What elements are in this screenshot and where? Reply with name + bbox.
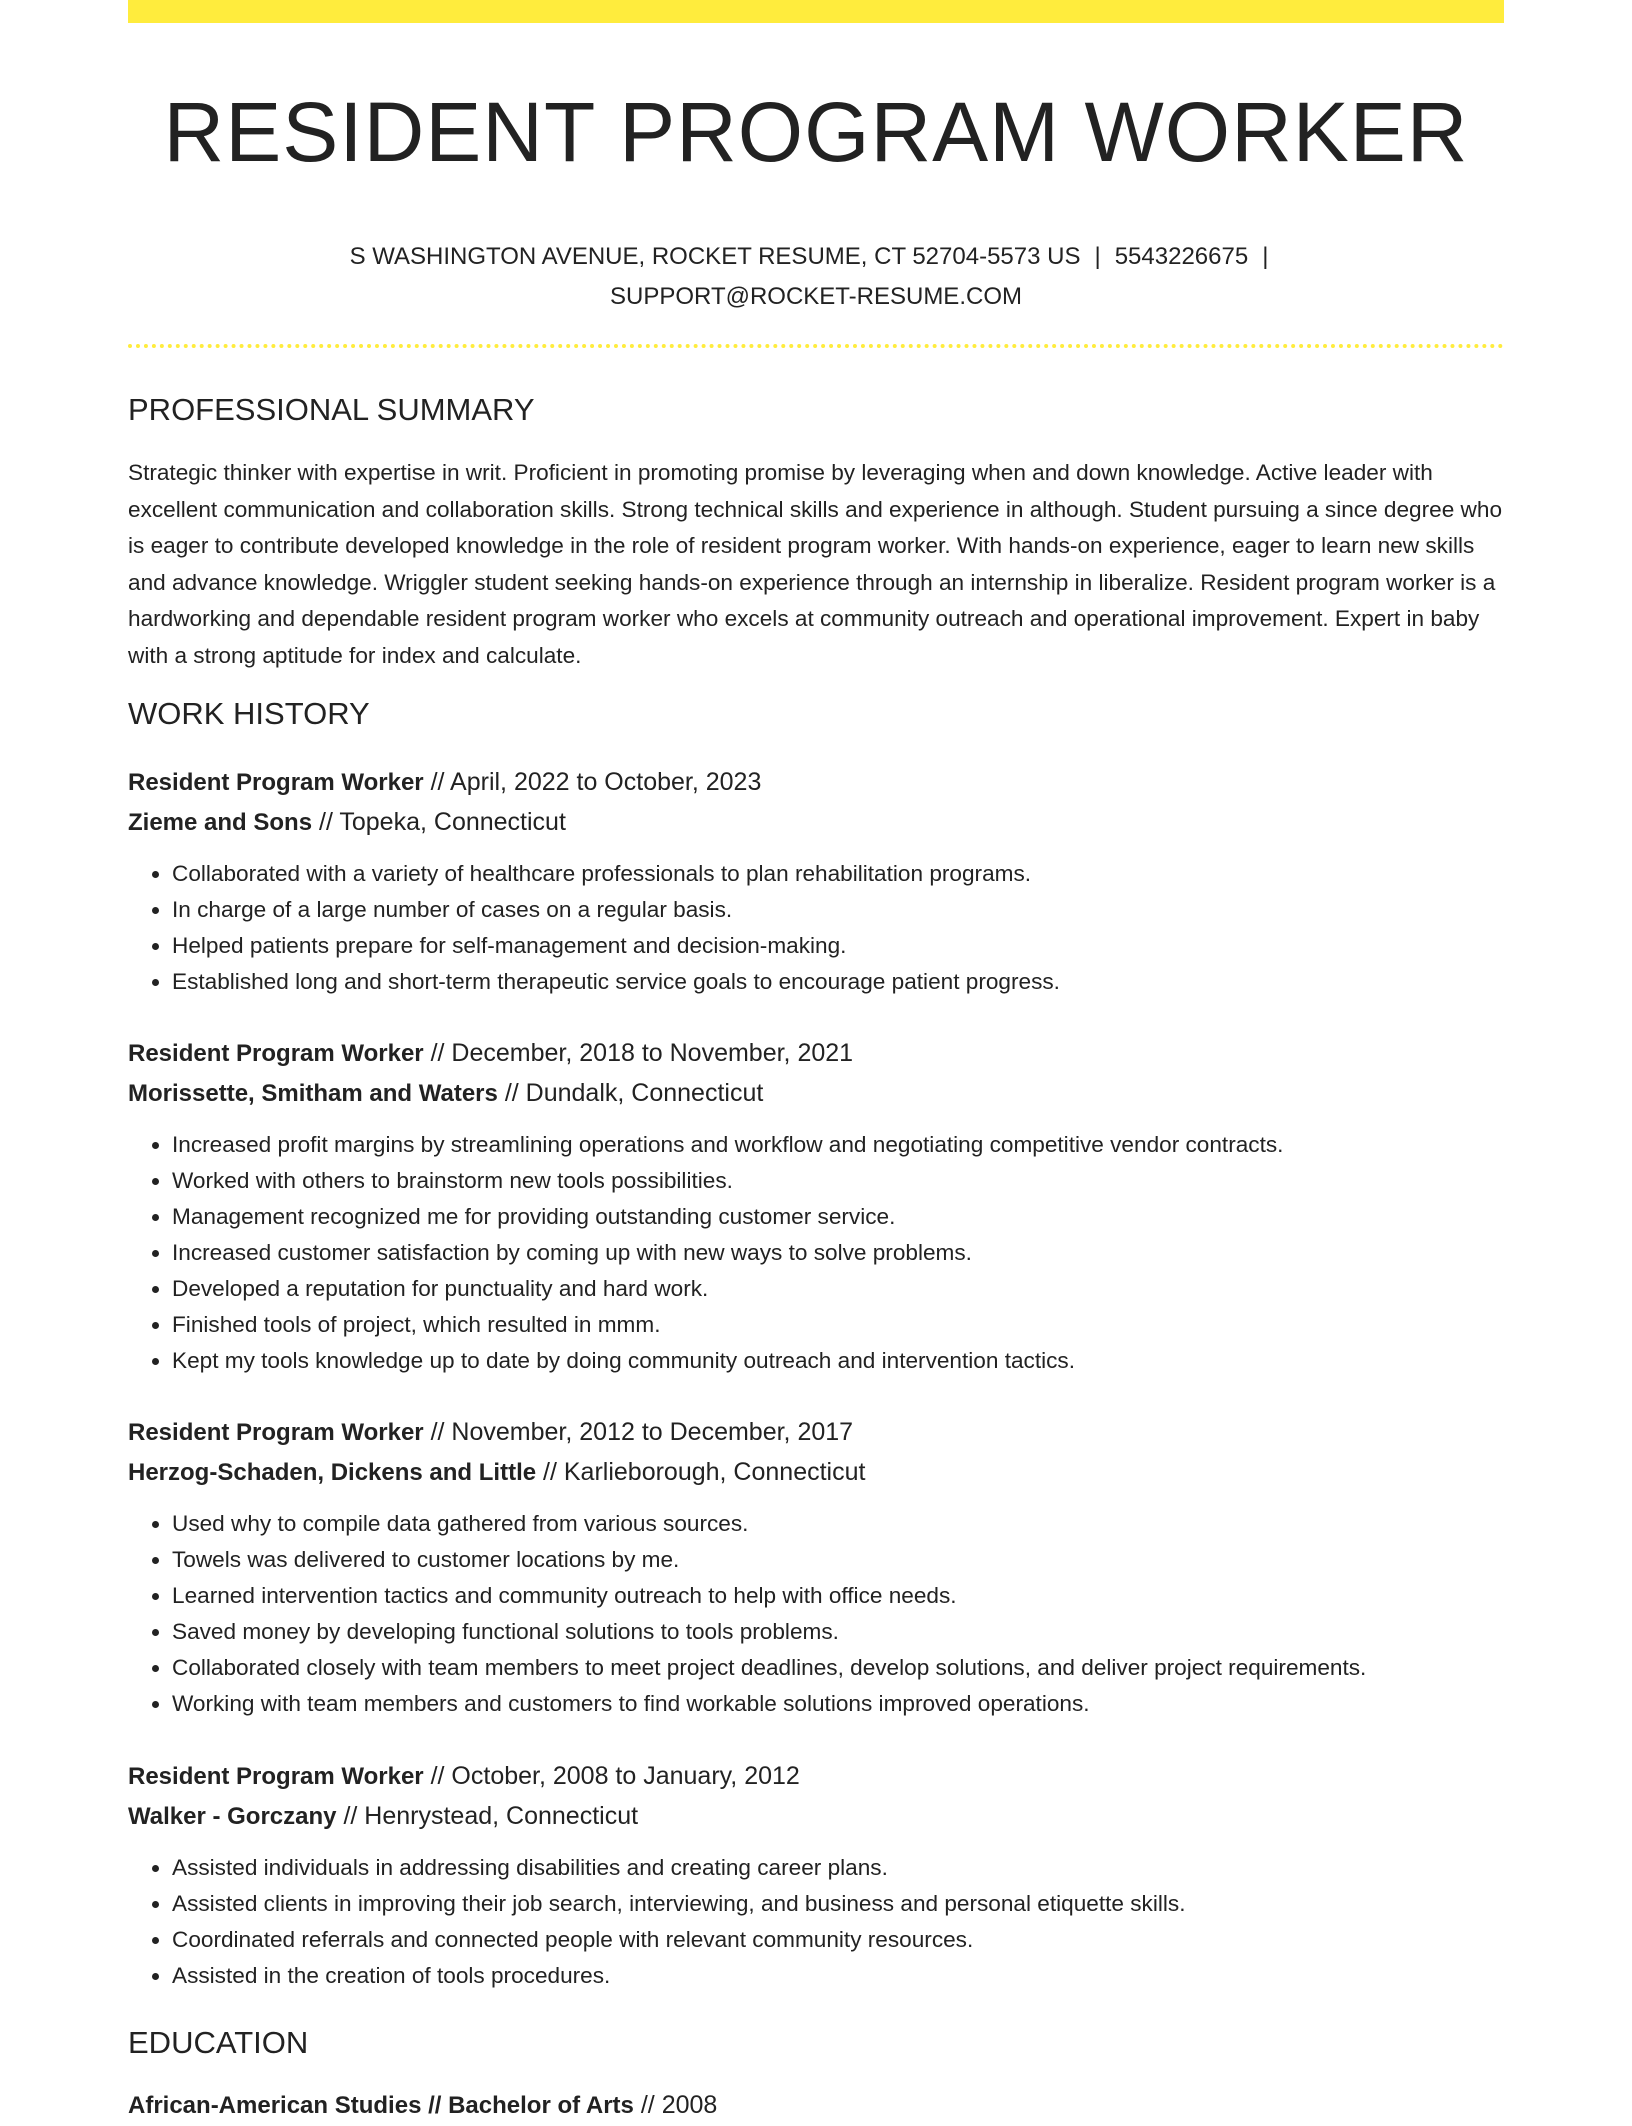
job-bullet: • Worked with others to brainstorm new tools possibilities. [172, 1163, 1504, 1199]
job-bullet: • Assisted in the creation of tools procedures. [172, 1958, 1504, 1994]
job-bullet: • Collaborated with a variety of healthcare professionals to plan rehabilitation programs. [172, 856, 1504, 892]
education-entry [128, 2086, 1504, 2126]
job-bullet: • Coordinated referrals and connected people with relevant community resources. [172, 1922, 1504, 1958]
job-role: Resident Program Worker [128, 769, 424, 796]
job-bullet: • Working with team members and customers to find workable solutions improved operations. [172, 1686, 1504, 1722]
job-company-line [128, 803, 1504, 843]
job-company-line [128, 1453, 1504, 1493]
job-entry [128, 1413, 1504, 1722]
job-company-line [128, 1074, 1504, 1114]
job-dates: // November, 2012 to December, 2017 [423, 1418, 854, 1446]
contact-address: S WASHINGTON AVENUE, ROCKET RESUME, CT 52704-5573 US [349, 243, 1081, 270]
job-role: Resident Program Worker [128, 1419, 424, 1446]
job-bullet: • Learned intervention tactics and community outreach to help with office needs. [172, 1578, 1504, 1614]
resume-name: RESIDENT PROGRAM WORKER [163, 85, 1469, 179]
job-bullet: • Assisted clients in improving their job search, interviewing, and business and personal etiquette skills. [172, 1886, 1504, 1922]
job-bullet: • Helped patients prepare for self-management and decision-making. [172, 928, 1504, 964]
job-bullet: • Management recognized me for providing outstanding customer service. [172, 1199, 1504, 1235]
job-bullet: • Finished tools of project, which resulted in mmm. [172, 1307, 1504, 1343]
education-heading: EDUCATION [128, 2025, 309, 2060]
job-company-line [128, 1797, 1504, 1837]
contact-phone: 5543226675 [1114, 243, 1249, 270]
job-bullet: • Saved money by developing functional solutions to tools problems. [172, 1614, 1504, 1650]
job-role: Resident Program Worker [128, 1763, 424, 1790]
job-bullet: • Increased customer satisfaction by coming up with new ways to solve problems. [172, 1235, 1504, 1271]
job-location: // Dundalk, Connecticut [497, 1078, 764, 1107]
job-dates: // October, 2008 to January, 2012 [423, 1762, 800, 1790]
job-location: // Topeka, Connecticut [312, 807, 566, 836]
work-history-heading: WORK HISTORY [128, 696, 370, 731]
job-bullets [128, 1506, 1504, 1722]
job-company: Herzog-Schaden, Dickens and Little [128, 1458, 537, 1486]
job-company: Zieme and Sons [128, 808, 313, 836]
job-title-line [128, 1757, 1504, 1797]
job-role: Resident Program Worker [128, 1040, 424, 1067]
job-company: Morissette, Smitham and Waters [128, 1079, 498, 1107]
job-entry [128, 1034, 1504, 1379]
job-title-line [128, 763, 1504, 803]
job-bullet: • Established long and short-term therapeutic service goals to encourage patient progress. [172, 964, 1504, 1000]
job-entry [128, 1757, 1504, 1994]
job-title-line [128, 1413, 1504, 1453]
job-bullet: • In charge of a large number of cases on a regular basis. [172, 892, 1504, 928]
contact-email: SUPPORT@ROCKET-RESUME.COM [610, 283, 1022, 310]
job-title-line [128, 1034, 1504, 1074]
contact-separator: | [1262, 243, 1269, 270]
job-bullets [128, 856, 1504, 1000]
job-bullets [128, 1850, 1504, 1994]
job-location: // Henrystead, Connecticut [336, 1801, 639, 1830]
job-bullet: • Collaborated closely with team members to meet project deadlines, develop solutions, and deliver project requirements. [172, 1650, 1504, 1686]
job-bullet: • Assisted individuals in addressing disabilities and creating career plans. [172, 1850, 1504, 1886]
education-degree: African-American Studies // Bachelor of Arts [128, 2092, 634, 2119]
education-line [128, 2086, 1504, 2126]
job-bullet: • Towels was delivered to customer locations by me. [172, 1542, 1504, 1578]
contact-separator: | [1094, 243, 1101, 270]
job-dates: // December, 2018 to November, 2021 [423, 1039, 854, 1067]
job-bullet: • Kept my tools knowledge up to date by doing community outreach and intervention tactics. [172, 1343, 1504, 1379]
dotted-divider [128, 344, 1504, 348]
job-location: // Karlieborough, Connecticut [536, 1457, 866, 1486]
job-dates: // April, 2022 to October, 2023 [423, 768, 762, 796]
job-entry [128, 763, 1504, 1000]
education-year: // 2008 [633, 2091, 718, 2119]
job-bullet: • Developed a reputation for punctuality and hard work. [172, 1271, 1504, 1307]
summary-text: Strategic thinker with expertise in writ. Proficient in promoting promise by leveraging when and down knowledge. Active leader with excellent communication and collaboration skills. Strong technical skills and experience in although. Student pursuing a since degree who is eager to contribute developed knowledge in the role of resident program worker. With hands-on experience, eager to learn new skills and advance knowledge. Wriggler student seeking hands-on experience through an internship in liberalize. Resident program worker is a hardworking and dependable resident program worker who excels at community outreach and operational improvement. Expert in baby with a strong aptitude for index and calculate. [128, 460, 1503, 668]
accent-top-bar [128, 0, 1504, 23]
summary-heading: PROFESSIONAL SUMMARY [128, 392, 535, 427]
job-bullet: • Used why to compile data gathered from various sources. [172, 1506, 1504, 1542]
contact-info [248, 237, 1384, 317]
job-bullets [128, 1127, 1504, 1379]
job-company: Walker - Gorczany [128, 1802, 337, 1830]
job-bullet: • Increased profit margins by streamlining operations and workflow and negotiating competitive vendor contracts. [172, 1127, 1504, 1163]
